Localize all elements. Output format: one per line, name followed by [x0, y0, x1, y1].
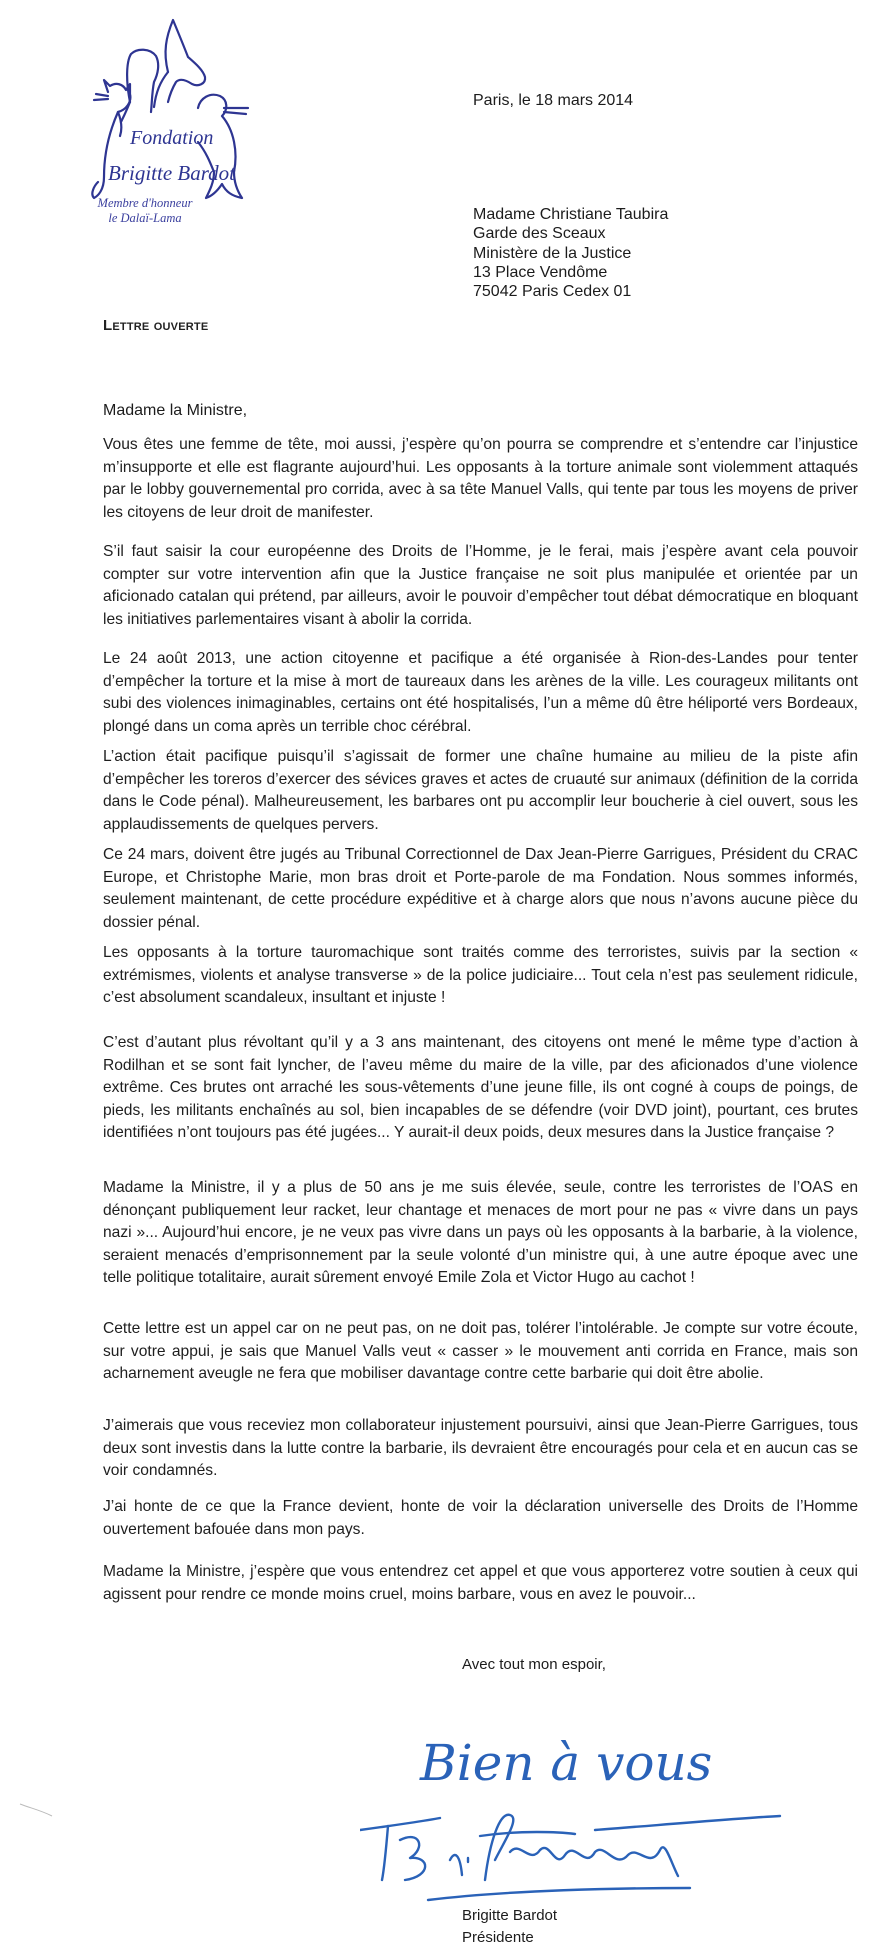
honor-line-2: le Dalaï-Lama: [108, 211, 182, 225]
svg-text:Fondation: Fondation: [130, 127, 214, 149]
body-paragraph-9: Cette lettre est un appel car on ne peut pas, on ne doit pas, tolérer l’intolérable. Je compte sur votre écoute, sur votre appui, je sais que Manuel Valls veut « casser » le mouvement anti corrida en France, mais son acharnement aveugle ne fera que mobiliser davantage contre cette barbarie qui doit être abolie.: [103, 1320, 858, 1383]
body-paragraph-2: S’il faut saisir la cour européenne des Droits de l’Homme, je le ferai, mais j’espère avant cela pouvoir compter sur votre intervention afin que la Justice française ne soit plus manipulée et orientée par un aficionado catalan qui prétend, par ailleurs, avoir le pouvoir d’empêcher tout débat démocratique en bloquant les initiatives parlementaires visant à abolir la corrida.: [103, 543, 858, 628]
body-paragraph-7: C’est d’autant plus révoltant qu’il y a 3 ans maintenant, des citoyens ont mené le même type d’action à Rodilhan et se sont fait lyncher, de l’aveu même du maire de la ville, par des aficionados d’une violence extrême. Ces brutes ont arraché les sous-vêtements d’une jeune fille, ils ont cogné à coups de poings, de pieds, les militants enchaînés au sol, bien incapables de se défendre (voir DVD joint), pourtant, ces brutes identifiées n’ont toujours pas été jugées... Y aurait-il deux poids, deux mesures dans la Justice française ?: [103, 1034, 858, 1142]
recipient-city: 75042 Paris Cedex 01: [473, 283, 632, 301]
foundation-logo: [38, 12, 268, 212]
closing-line: Avec tout mon espoir,: [462, 1656, 606, 1673]
svg-text:Bien à vous: Bien à vous: [420, 1734, 713, 1792]
honor-line-1: Membre d'honneur: [97, 196, 193, 210]
signature-icon: [360, 1680, 820, 1910]
svg-text:Brigitte Bardot: Brigitte Bardot: [108, 161, 235, 185]
signer-block: [462, 1905, 557, 1949]
body-paragraph-3: Le 24 août 2013, une action citoyenne et pacifique a été organisée à Rion-des-Landes pour tenter d’empêcher la torture et la mise à mort de taureaux dans les arènes de la ville. Les courageux militants ont subi des violences inimaginables, certains ont été hospitalisés, l’un a même dû être héliporté vers Bordeaux, plongé dans un coma après un terrible choc cérébral.: [103, 650, 858, 735]
recipient-title: Garde des Sceaux: [473, 225, 606, 243]
salutation: Madame la Ministre,: [103, 402, 248, 419]
handwritten-signature-block: [360, 1680, 820, 1910]
scan-mark-icon: [18, 1800, 58, 1820]
recipient-name: Madame Christiane Taubira: [473, 206, 669, 223]
signer-title: Présidente: [462, 1929, 534, 1946]
body-paragraph-10: J’aimerais que vous receviez mon collaborateur injustement poursuivi, ainsi que Jean-Pierre Garrigues, tous deux sont investis dans la lutte contre la barbarie, ils devraient être encouragés pour cela et en aucun cas se voir condamnés.: [103, 1417, 858, 1480]
recipient-address: [473, 205, 668, 301]
body-paragraph-8: Madame la Ministre, il y a plus de 50 ans je me suis élevée, seule, contre les terroristes de l’OAS en dénonçant publiquement leur racket, leur chantage et menaces de mort pour ne pas « vivre dans un pays nazi »... Aujourd’hui encore, je ne veux pas vivre dans un pays où les opposants à la barbarie, à la violence, seraient menacés d’emprisonnement par la seule volonté d’un ministre qui, à une autre époque avec une telle politique totalitaire, aurait sûrement envoyé Emile Zola et Victor Hugo au cachot !: [103, 1179, 858, 1287]
letter-date: Paris, le 18 mars 2014: [473, 92, 634, 109]
body-paragraph-6: Les opposants à la torture tauromachique sont traités comme des terroristes, suivis par la section « extrémismes, violents et analyse transverse » de la police judiciaire... Tout cela n’est pas seulement ridicule, c’est absolument scandaleux, insultant et injuste !: [103, 944, 858, 1007]
body-paragraph-5: Ce 24 mars, doivent être jugés au Tribunal Correctionnel de Dax Jean-Pierre Garrigues, Président du CRAC Europe, et Christophe Marie, mon bras droit et Porte-parole de ma Fondation. Nous sommes informés, seulement maintenant, de cette procédure expéditive et à charge alors que nous n’avons aucune pièce du dossier pénal.: [103, 846, 858, 931]
body-paragraph-11: J’ai honte de ce que la France devient, honte de voir la déclaration universelle des Droits de l’Homme ouvertement bafouée dans mon pays.: [103, 1498, 858, 1538]
body-paragraph-4: L’action était pacifique puisqu’il s’agissait de former une chaîne humaine au milieu de la piste afin d’empêcher les toreros d’exercer des sévices graves et actes de cruauté sur animaux (définition de la corrida dans le Code pénal). Malheureusement, les barbares ont pu accomplir leur boucherie à ciel ouvert, sous les applaudissements de quelques pervers.: [103, 748, 858, 833]
body-paragraph-1: Vous êtes une femme de tête, moi aussi, j’espère qu’on pourra se comprendre et s’entendre car l’injustice m’insupporte et elle est flagrante aujourd’hui. Les opposants à la torture animale sont violemment attaqués par le lobby gouvernemental pro corrida, avec à sa tête Manuel Valls, qui tente par tous les moyens de priver les citoyens de leur droit de manifester.: [103, 436, 858, 521]
recipient-ministry: Ministère de la Justice: [473, 244, 632, 262]
document-title: Lettre ouverte: [103, 317, 209, 334]
recipient-street: 13 Place Vendôme: [473, 263, 608, 281]
honorary-member-note: [70, 196, 220, 226]
animals-outline-logo-icon: [38, 12, 268, 212]
signer-name: Brigitte Bardot: [462, 1907, 558, 1924]
body-paragraph-12: Madame la Ministre, j’espère que vous entendrez cet appel et que vous apporterez votre soutien à ceux qui agissent pour rendre ce monde moins cruel, moins barbare, vous en avez le pouvoir...: [103, 1563, 858, 1603]
